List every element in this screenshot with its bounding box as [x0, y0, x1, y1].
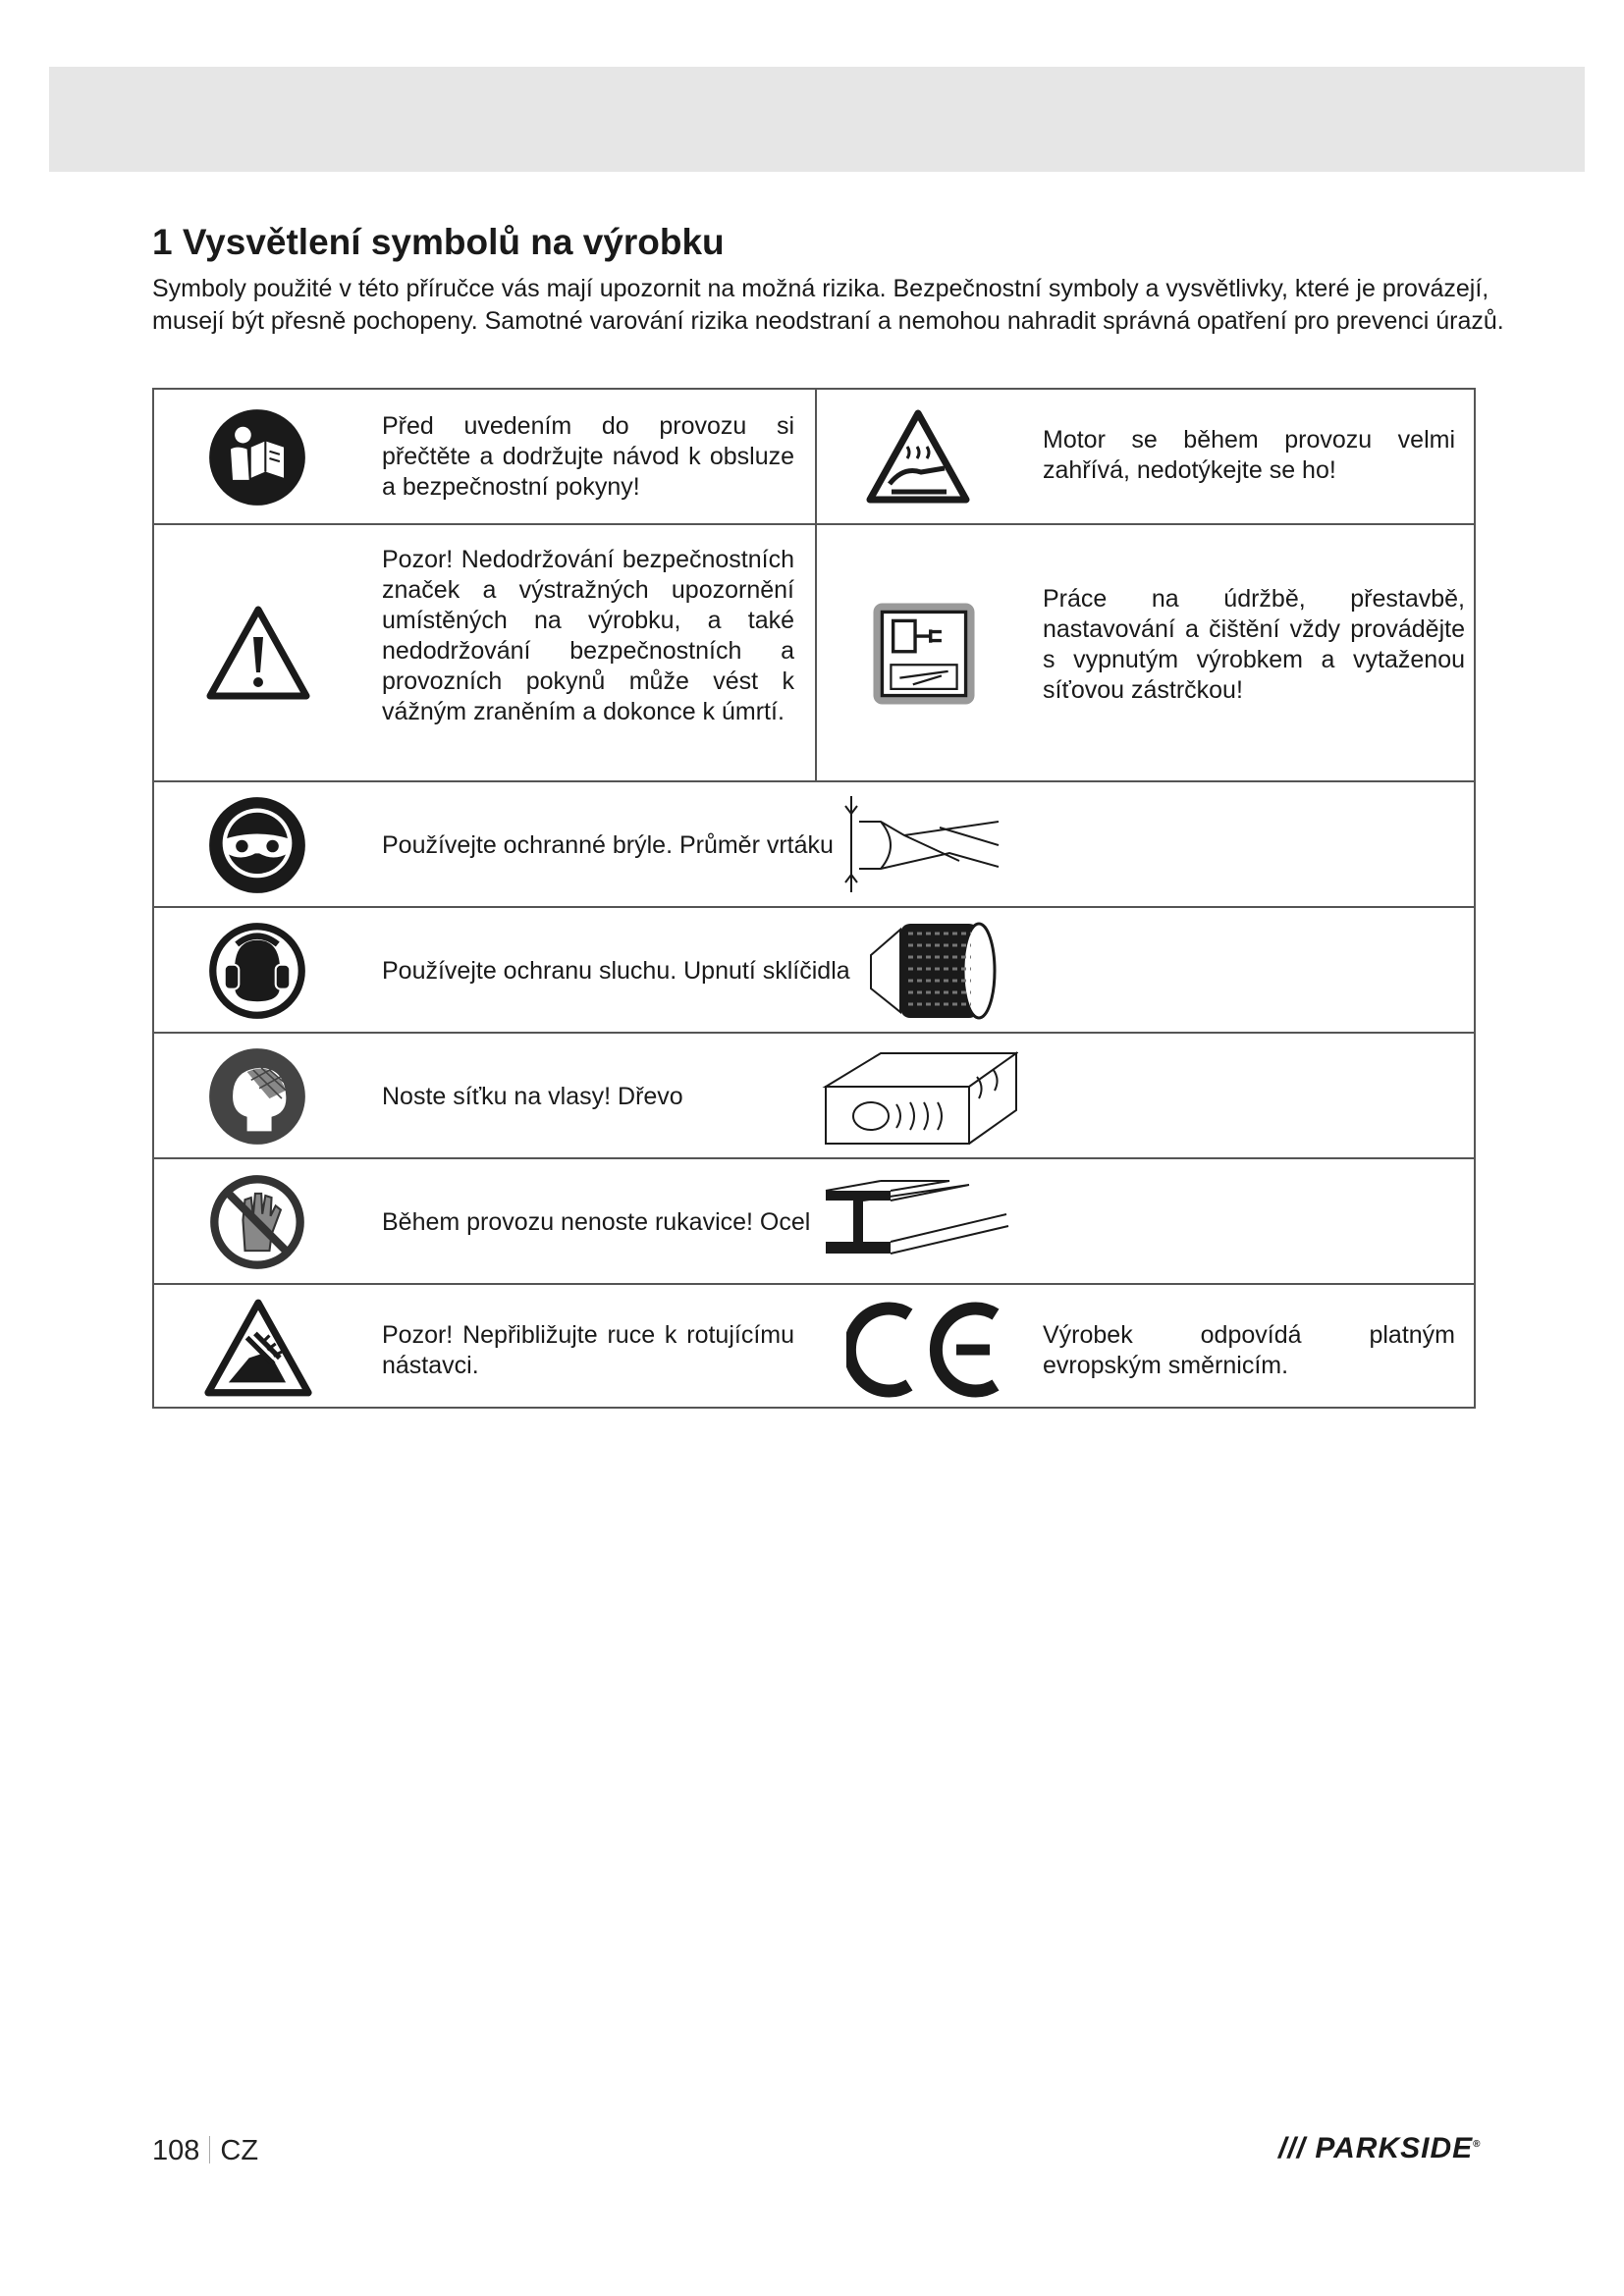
rotating-tool-text: Pozor! Nepřibližujte ruce k rotujícímu nástavci. [382, 1321, 794, 1379]
read-manual-text: Před uvedením do provozu si přečtěte a dodržujte návod k obsluze a bezpečnostní pokyny! [382, 412, 794, 501]
table-row [154, 1285, 1474, 1411]
warning-text: Pozor! Nedodržování bezpečnostních značek a výstražných upozornění umístěných na výrobku, a také nedodržování bezpečnostních a provozních pokynů může vést k vážným zraněním a dokonce k úmrtí. [382, 546, 794, 725]
ce-text: Výrobek odpovídá platným evropským směrnicím. [1043, 1321, 1455, 1379]
wood-icon [822, 1047, 1018, 1148]
drill-bit-icon [832, 792, 1008, 896]
table-row [154, 782, 1474, 908]
no-gloves-text: Během provozu nenoste rukavice! Ocel [382, 1208, 811, 1236]
ear-protection-icon [206, 920, 308, 1022]
header-band [49, 67, 1585, 172]
chuck-icon [861, 916, 1008, 1026]
brand-logo: /// PARKSIDE® [1278, 2132, 1482, 2164]
safety-goggles-icon [206, 794, 308, 896]
hot-motor-text: Motor se během provozu velmi zahřívá, nedotýkejte se ho! [1043, 426, 1455, 484]
unplug-icon [869, 599, 979, 709]
page-number-footer [152, 2135, 258, 2167]
warning-icon [203, 604, 313, 702]
goggles-text: Používejte ochranné brýle. Průměr vrtáku [382, 831, 834, 859]
language-code: CZ [220, 2135, 259, 2166]
ear-text: Používejte ochranu sluchu. Upnutí sklíčidla [382, 957, 850, 985]
hair-net-text: Noste síťku na vlasy! Dřevo [382, 1083, 683, 1110]
no-gloves-icon [206, 1171, 308, 1273]
page-number: 108 [152, 2135, 200, 2166]
table-row [154, 390, 1474, 525]
table-row [154, 1159, 1474, 1285]
page-title: 1 Vysvětlení symbolů na výrobku [152, 222, 725, 262]
table-row [154, 1034, 1474, 1159]
unplug-text: Práce na údržbě, přestavbě, nastavování a čištění vždy provádějte s vypnutým výrobkem a vytaženou síťovou zástrčkou! [1043, 585, 1465, 704]
hair-net-icon [206, 1045, 308, 1148]
rotating-tool-icon [201, 1297, 315, 1399]
read-manual-icon [206, 406, 308, 508]
ce-mark-icon [846, 1297, 1003, 1403]
footer-divider [209, 2136, 210, 2163]
table-row [154, 908, 1474, 1034]
intro-paragraph: Symboly použité v této příručce vás mají upozornit na možná rizika. Bezpečnostní symboly a vysvětlivky, které je provázejí, musejí být přesně pochopeny. Samotné varování rizika neodstraní a nemohou nahradit správná opatření pro prevenci úrazů. [152, 275, 1504, 335]
hot-surface-icon [863, 407, 973, 506]
symbol-table [152, 388, 1476, 1409]
steel-beam-icon [822, 1179, 1018, 1263]
brand-name: /// PARKSIDE [1278, 2132, 1474, 2164]
table-row [154, 525, 1474, 782]
